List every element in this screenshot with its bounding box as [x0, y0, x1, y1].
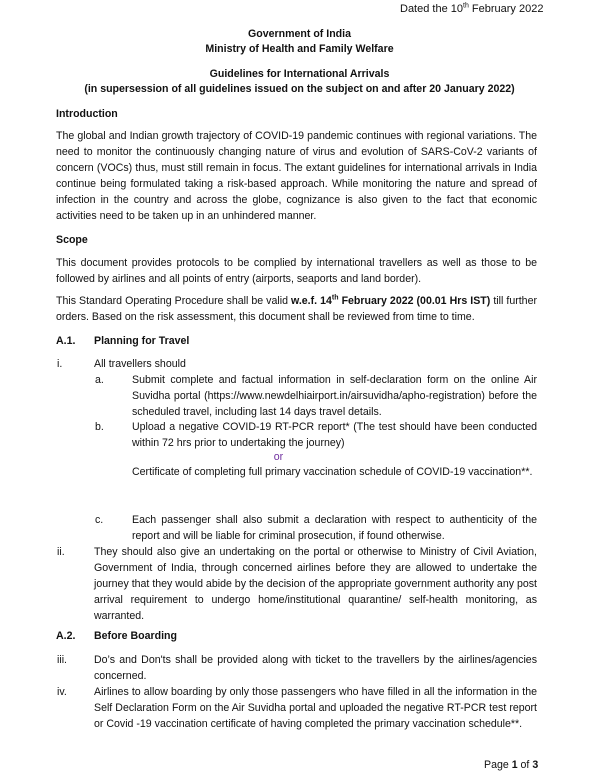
item-iii-text: Do’s and Don'ts shall be provided along with ticket to the travellers by the airlines/agencies concerned. [94, 654, 537, 682]
item-a-number: a. [95, 374, 104, 386]
intro-body: The global and Indian growth trajectory of COVID-19 pandemic continues with regional variations. The need to monitor the continuously changing nature of virus and evolution of SARS-CoV-2 variants of concern (VOCs) thus, must still remain in focus. The extant guidelines for international arrivals in India continue being formulated taking a risk-based approach. While monitoring the nature and spread of infection in the country and across the globe, cognizance is also given to the fact that economic activities need to be taken up in an unhindered manner. [56, 130, 537, 222]
item-b-text: Upload a negative COVID-19 RT-PCR report* (The test should have been conducted within 72 hrs prior to undertaking the journey) [132, 421, 537, 449]
item-ii-text: They should also give an undertaking on the portal or otherwise to Ministry of Civil Aviation, Government of India, through concerned airlines before they are allowed to undertake the journey that they would abide by the decision of the appropriate government authority any post arrival requirement to undergo home/institutional quarantine/ self-health monitoring, as warranted. [94, 546, 537, 622]
section-a1-number: A.1. [56, 335, 76, 347]
section-a2-title: Before Boarding [94, 630, 177, 642]
item-b-number: b. [95, 421, 104, 433]
section-a1-title: Planning for Travel [94, 335, 190, 347]
item-iv-number: iv. [57, 686, 67, 698]
date-suffix: February 2022 [468, 3, 544, 15]
document-title: Guidelines for International Arrivals [209, 68, 390, 80]
date-sup: th [463, 2, 469, 10]
date-prefix: Dated the 10 [400, 3, 463, 15]
item-a-text: Submit complete and factual information in self-declaration form on the online Air Suvidha portal (https://www.newdelhiairport.in/airsuvidha/apho-registration) before the scheduled travel, including last 14 days travel details. [132, 374, 537, 418]
scope-heading: Scope [56, 234, 88, 246]
header-government: Government of India [247, 28, 351, 40]
item-iv-text: Airlines to allow boarding by only those passengers who have filled in all the information in the Self Declaration Form on the Air Suvidha portal and uploaded the negative RT-PCR test report or Covid -19 vaccination certificate of having completed the primary vaccination schedule**. [94, 686, 537, 730]
intro-heading: Introduction [56, 108, 118, 120]
header-ministry: Ministry of Health and Family Welfare [205, 43, 394, 55]
document-date [400, 1, 592, 17]
item-c-text: Each passenger shall also submit a declaration with respect to authenticity of the report and will be liable for criminal prosecution, if found otherwise. [132, 514, 537, 542]
vaccination-certificate-text: Certificate of completing full primary vaccination schedule of COVID-19 vaccination**. [132, 466, 533, 478]
item-i-text: All travellers should [94, 358, 186, 370]
document-subtitle: (in supersession of all guidelines issued on the subject on and after 20 January 2022) [84, 83, 515, 95]
page-number: Page 1 of 3 [484, 759, 539, 771]
item-c-number: c. [95, 514, 104, 526]
section-a2-number: A.2. [56, 630, 76, 642]
scope-body-1: This document provides protocols to be complied by international travellers as well as those to be followed by airlines and all points of entry (airports, seaports and land border). [56, 257, 537, 285]
item-i-number: i. [57, 358, 63, 370]
scope-body-2: This Standard Operating Procedure shall be valid w.e.f. 14th February 2022 (00.01 Hrs IST) till further orders. Based on the risk assessment, this document shall be reviewed from time to time. [56, 294, 537, 323]
item-iii-number: iii. [57, 654, 68, 666]
or-separator: or [273, 451, 284, 463]
item-ii-number: ii. [57, 546, 65, 558]
